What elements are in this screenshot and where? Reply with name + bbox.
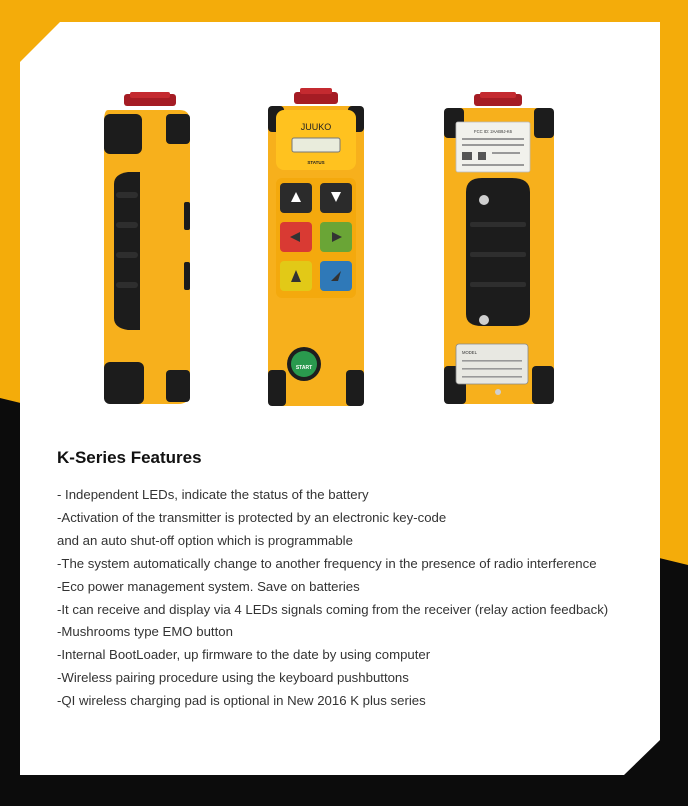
feature-item: -QI wireless charging pad is optional in New 2016 K plus series <box>57 693 426 709</box>
feature-item: and an auto shut-off option which is programmable <box>57 532 353 548</box>
feature-item: -Mushrooms type EMO button <box>57 624 233 640</box>
remote-back-view-image <box>440 92 558 410</box>
start-label: START <box>295 365 313 371</box>
fcc-id-label: FCC ID: 2AAB9J-K6 <box>474 129 512 134</box>
remote-front-view-image <box>264 88 368 410</box>
device-status-label: STATUS <box>307 160 325 165</box>
feature-item: -Activation of the transmitter is protected by an electronic key-code <box>57 509 447 525</box>
model-label: MODEL <box>462 350 477 355</box>
features-title: K-Series Features <box>57 448 202 467</box>
feature-item: -The system automatically change to another frequency in the presence of radio interference <box>57 555 597 571</box>
feature-item: -Internal BootLoader, up firmware to the date by using computer <box>57 647 431 663</box>
device-brand: JUUKO <box>300 122 332 132</box>
feature-item: -It can receive and display via 4 LEDs signals coming from the receiver (relay action feedback) <box>57 601 609 617</box>
features-list <box>57 484 608 713</box>
feature-item: -Wireless pairing procedure using the keyboard pushbuttons <box>57 670 409 686</box>
remote-side-view-image <box>100 92 192 410</box>
start-button <box>291 351 317 377</box>
feature-item: - Independent LEDs, indicate the status of the battery <box>57 487 369 502</box>
feature-item: -Eco power management system. Save on batteries <box>57 578 360 594</box>
